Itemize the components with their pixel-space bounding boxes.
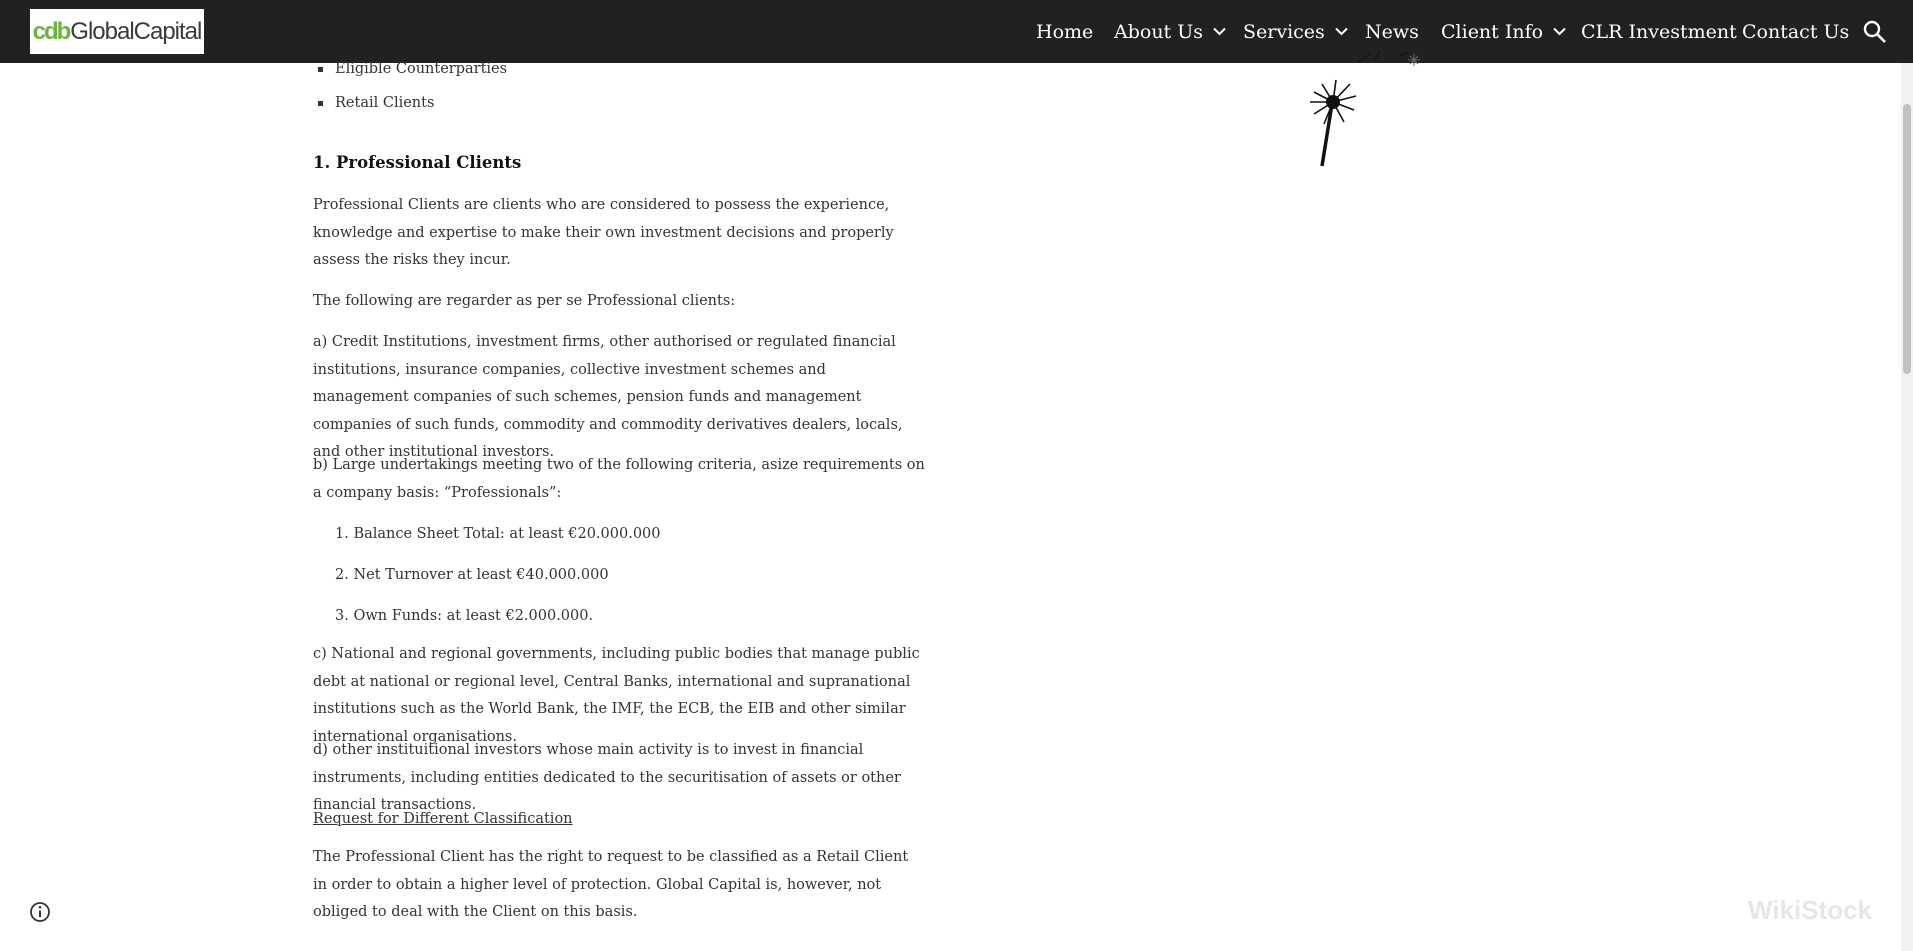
nav-home[interactable] bbox=[1036, 0, 1093, 63]
watermark-text: WikiStock bbox=[1748, 895, 1873, 925]
chevron-down-icon[interactable] bbox=[1335, 27, 1348, 36]
nav-clr-investment-label: CLR Investment bbox=[1581, 20, 1737, 43]
item-a-paragraph: a) Credit Institutions, investment firms, other authorised or regulated financial institutions, insurance companies, collective investment schemes and management companies of such schemes, pension funds and management companies of such funds, commodity and commodity derivatives dealers, locals, and other institutional investors. bbox=[313, 334, 903, 460]
per-se-paragraph: The following are regarder as per se Professional clients: bbox=[313, 293, 736, 309]
logo-mark: cdb bbox=[32, 17, 70, 45]
nav-clr-investment[interactable] bbox=[1581, 0, 1737, 63]
item-b-paragraph: b) Large undertakings meeting two of the following criteria, asize requirements on a company basis: “Professionals”: bbox=[313, 457, 925, 501]
chevron-down-icon[interactable] bbox=[1553, 27, 1566, 36]
top-navbar bbox=[0, 0, 1913, 63]
scrollbar-thumb[interactable] bbox=[1903, 104, 1911, 374]
nav-about-us-label: About Us bbox=[1114, 20, 1203, 43]
nav-client-info-label: Client Info bbox=[1441, 20, 1544, 43]
site-logo[interactable] bbox=[30, 9, 204, 54]
section-heading: 1. Professional Clients bbox=[313, 153, 522, 172]
closing-paragraph: The Professional Client has the right to request to be classified as a Retail Client in order to obtain a higher level of protection. Global Capital is, however, not obliged to deal with the Client on this basis. bbox=[313, 849, 909, 920]
criteria-item: 1. Balance Sheet Total: at least €20.000.000 bbox=[335, 526, 661, 542]
item-d-paragraph: d) other instituitional investors whose main activity is to invest in financial instruments, including entities dedicated to the securitisation of assets or other financial transactions. bbox=[313, 742, 901, 813]
list-item: Eligible Counterparties bbox=[335, 61, 508, 77]
chevron-down-icon[interactable] bbox=[1213, 27, 1226, 36]
criteria-item: 2. Net Turnover at least €40.000.000 bbox=[335, 567, 609, 583]
search-icon[interactable] bbox=[1862, 19, 1888, 45]
info-icon[interactable] bbox=[28, 900, 52, 924]
nav-services-label: Services bbox=[1243, 20, 1325, 43]
criteria-item: 3. Own Funds: at least €2.000.000. bbox=[335, 608, 594, 624]
nav-contact-us-label: Contact Us bbox=[1742, 20, 1850, 43]
nav-about-us[interactable] bbox=[1114, 0, 1226, 63]
nav-client-info[interactable] bbox=[1441, 0, 1566, 63]
list-item: Retail Clients bbox=[335, 95, 435, 111]
dandelion-image bbox=[1300, 52, 1430, 172]
nav-home-label: Home bbox=[1036, 20, 1094, 43]
nav-contact-us[interactable] bbox=[1742, 0, 1849, 63]
item-c-paragraph: c) National and regional governments, including public bodies that manage public debt at national or regional level, Central Banks, international and supranational institutions such as the World Bank, the IMF, the ECB, the EIB and other similar international organisations. bbox=[313, 646, 920, 745]
watermark-logo bbox=[1748, 895, 1872, 926]
request-classification-link[interactable]: Request for Different Classification bbox=[313, 811, 573, 827]
intro-paragraph: Professional Clients are clients who are considered to possess the experience, knowledge and expertise to make their own investment decisions and properly assess the risks they incur. bbox=[313, 197, 894, 268]
nav-news-label: News bbox=[1365, 20, 1419, 43]
logo-name: GlobalCapital bbox=[70, 17, 202, 45]
